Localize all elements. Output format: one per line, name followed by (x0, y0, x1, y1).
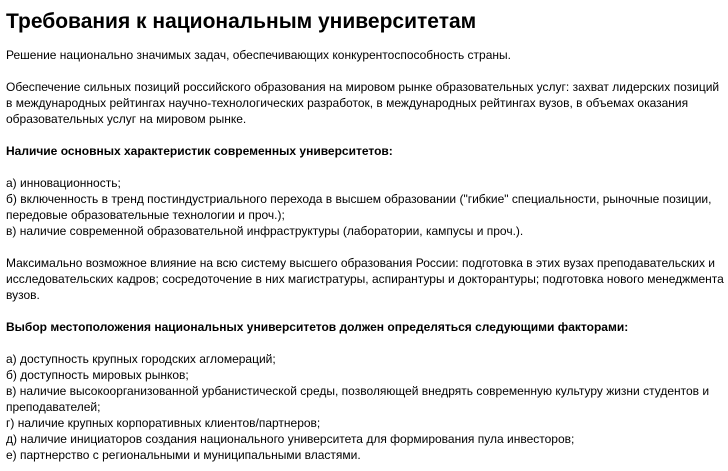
list-item: в) наличие современной образовательной инфраструктуры (лаборатории, кампусы и проч.). (6, 224, 524, 238)
market-paragraph: Обеспечение сильных позиций российского образования на мировом рынке образовательных услуг: захват лидерских позиций в международных рейтингах научно-технологических разработок, в международных рейтингах вузов, в объемах оказания образовательных услуг на мировом рынке. (6, 80, 720, 126)
list-item: е) партнерство с региональными и муниципальными властями. (6, 448, 361, 462)
list-item: д) наличие инициаторов создания национального университета для формирования пула инвесторов; (6, 432, 575, 446)
intro-paragraph: Решение национально значимых задач, обеспечивающих конкурентоспособность страны. (6, 48, 511, 62)
influence-paragraph: Максимально возможное влияние на всю систему высшего образования России: подготовка в этих вузах преподавательских и исследовательских кадров; сосредоточение в них магистратуры, аспирантуры и докторантуры; подготовка нового менеджмента вузов. (6, 256, 724, 302)
list-item: б) доступность мировых рынков; (6, 368, 189, 382)
characteristics-heading: Наличие основных характеристик современных университетов: (6, 144, 393, 158)
characteristics-list (6, 175, 724, 239)
list-item: а) доступность крупных городских агломераций; (6, 352, 276, 366)
list-item: б) включенность в тренд постиндустриального перехода в высшем образовании ("гибкие" специальности, рыночные позиции, передовые образовательные технологии и проч.); (6, 192, 712, 222)
location-heading: Выбор местоположения национальных университетов должен определяться следующими факторами: (6, 320, 629, 334)
list-item: а) инновационность; (6, 176, 121, 190)
page-title: Требования к национальным университетам (6, 10, 477, 33)
list-item: г) наличие крупных корпоративных клиентов/партнеров; (6, 416, 321, 430)
location-factors-list (6, 351, 724, 463)
list-item: в) наличие высокоорганизованной урбанистической среды, позволяющей внедрять современную культуру жизни студентов и преподавателей; (6, 384, 710, 414)
